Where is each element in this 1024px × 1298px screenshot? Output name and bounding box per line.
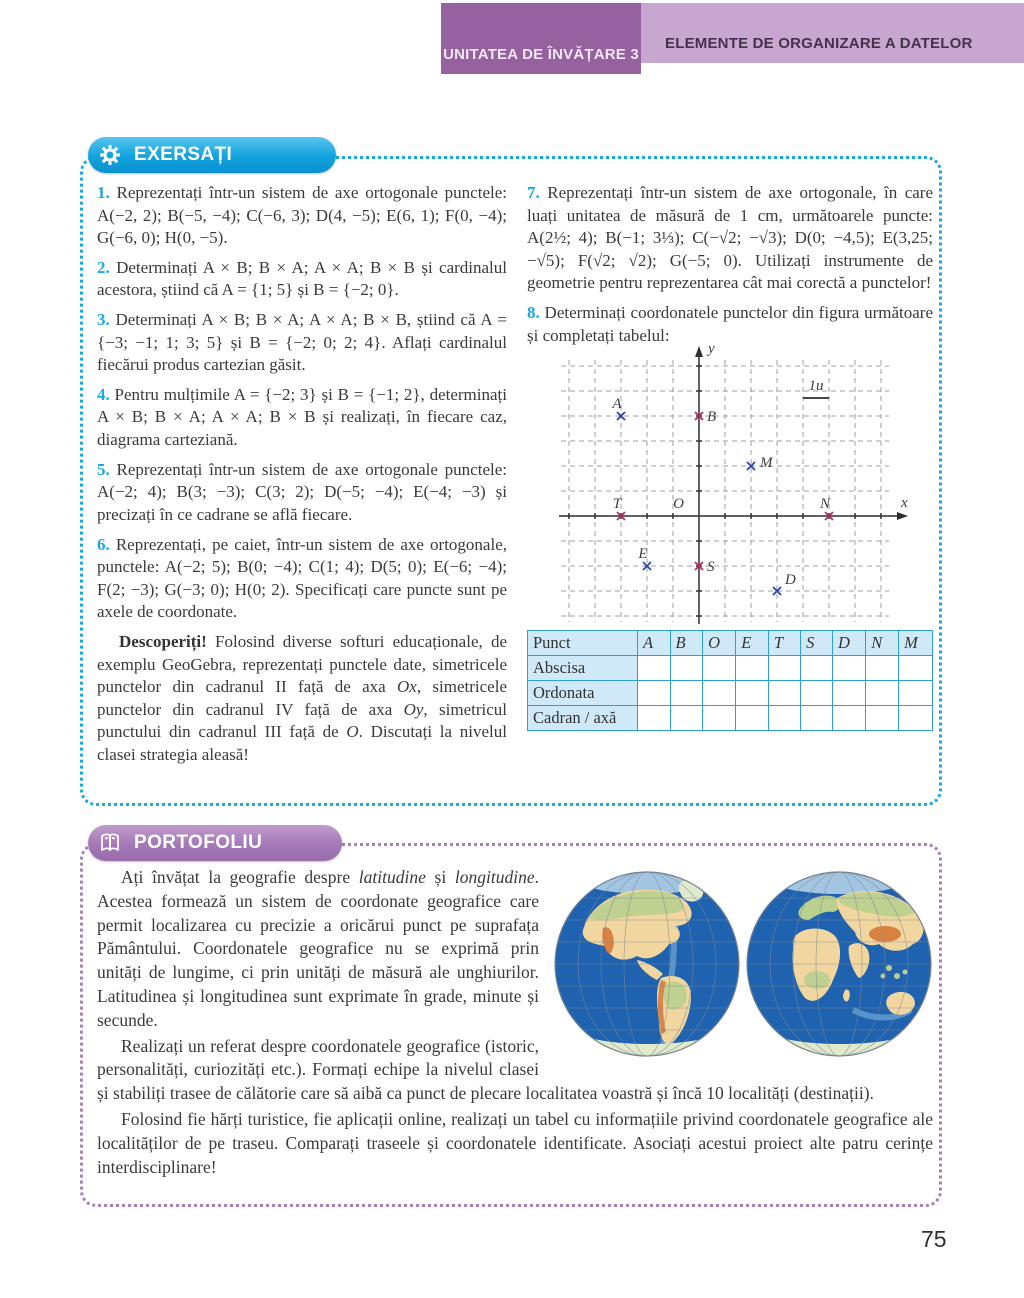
table-row-label: Ordonata (528, 681, 638, 706)
text-segment: și (425, 867, 455, 887)
exercise-text: Determinați coordonatele punctelor din figura următoare și completați tabelul: (527, 303, 933, 345)
point-label-S: S (707, 559, 715, 576)
exercise-7-8-block (527, 182, 933, 347)
point-label-E: E (638, 546, 648, 563)
text-segment: latitudine (358, 867, 426, 887)
exercise-text: Determinați A × B; B × A; A × A; B × B și cardinalul acestora, știind că A = {1; 5} și B = {−2; 0}. (97, 257, 507, 300)
table-empty-cell (832, 656, 865, 681)
table-column-header: B (670, 631, 703, 656)
exercise-text: Reprezentați într-un sistem de axe ortogonale, în care luați unitatea de măsură de 1 cm, următoarele puncte: A(2½; 4); B(−1; 3⅓); C(−√2; −√3); D(0; −4,5); E(3,25; −√5); F(√2; √2); G(−5; 0). Utilizați instrumente de geometrie pentru reprezentarea cât mai corectă a punctelor! (527, 183, 933, 293)
table-empty-cell (801, 681, 833, 706)
table-row (528, 681, 933, 706)
table-empty-cell (899, 656, 933, 681)
table-empty-cell (899, 681, 933, 706)
exercise-item (97, 534, 507, 624)
point-label-N: N (819, 496, 831, 513)
unit-band-label: UNITATEA DE ÎNVĂȚARE 3 (443, 46, 639, 63)
exercise-item (527, 182, 933, 295)
table-empty-cell (703, 656, 736, 681)
table-empty-cell (866, 681, 899, 706)
table-empty-cell (832, 706, 865, 731)
table-row (528, 706, 933, 731)
x-axis-arrow (897, 512, 908, 520)
table-column-header: N (866, 631, 899, 656)
portofoliu-section-title (88, 825, 342, 861)
table-column-header: T (768, 631, 800, 656)
table-empty-cell (768, 681, 800, 706)
table-column-header: E (736, 631, 769, 656)
exercise-number: 4. (97, 384, 110, 404)
portofoliu-paragraph-3: Folosind fie hărți turistice, fie aplicații online, realizați un tabel cu informațiile privind coordonatele geografice ale localităților de pe traseu. Comparați traseele și coordonatele identificate. Asociați acestui proiect alte patru cerințe interdisciplinare! (97, 1108, 933, 1177)
table-empty-cell (866, 706, 899, 731)
table-empty-cell (801, 706, 833, 731)
world-map-hemispheres (553, 868, 933, 1060)
table-empty-cell (670, 656, 703, 681)
unit-label: 1u (808, 378, 824, 395)
table-corner-cell: Punct (528, 631, 638, 656)
text-segment: Ați învățat la geografie despre (121, 867, 359, 887)
portofoliu-paragraph-2: Realizați un referat despre coordonatele geografice (istoric, personalități, curiozități etc.). Formați echipe la nivelul clasei și stabiliți trasee de călătorie care să aibă ca punct de plecare localitatea voastră și încă 10 localități (destinații). (97, 1035, 874, 1104)
point-label-T: T (612, 496, 622, 513)
text-segment: O (346, 722, 359, 742)
table-column-header: M (899, 631, 933, 656)
coordinates-table (527, 630, 933, 731)
x-axis-label: x (901, 495, 908, 512)
table-empty-cell (866, 656, 899, 681)
exercise-number: 5. (97, 459, 110, 479)
exersati-section-title (88, 137, 336, 173)
unit-band (441, 3, 641, 74)
gear-icon (98, 143, 122, 167)
point-label-D: D (785, 572, 796, 589)
table-empty-cell (670, 681, 703, 706)
text-segment: . Acestea formează un sistem de coordonate geografice care permit localizarea cu precizie a oricărui punct pe suprafața Pământului. Coordonatele geografice nu se exprimă prin unități de lungime, ci prin unități de măsură ale unghiurilor. Latitudinea și longitudinea sunt exprimate în grade, minute și secunde. (97, 867, 539, 1030)
page-number: 75 (921, 1226, 947, 1252)
open-book-icon (98, 831, 122, 855)
text-segment: , simetricele punctelor din cadranul IV față de axa (97, 677, 507, 719)
exercises-column-right (527, 182, 933, 767)
portofoliu-content (97, 866, 933, 1181)
table-column-header: S (801, 631, 833, 656)
table-empty-cell (768, 656, 800, 681)
exercise-text: Reprezentați într-un sistem de axe ortogonale punctele: A(−2, 2); B(−5, −4); C(−6, 3); D(4, −5); E(6, 1); F(0, −4); G(−6, 0); H(0, −5). (97, 183, 507, 248)
table-empty-cell (736, 656, 769, 681)
y-axis-label: y (708, 341, 715, 358)
exercise-item (97, 182, 507, 250)
chapter-band (641, 3, 1024, 63)
exersati-columns (97, 182, 933, 767)
table-empty-cell (637, 681, 670, 706)
table-header-row (528, 631, 933, 656)
table-empty-cell (637, 706, 670, 731)
exercise-number: 6. (97, 534, 110, 554)
y-axis-arrow (695, 346, 703, 357)
point-label-A: A (612, 396, 622, 413)
exercises-column-left (97, 182, 507, 767)
origin-label: O (673, 496, 684, 513)
exercise-item (97, 309, 507, 377)
descoperiti-paragraph (97, 631, 507, 767)
table-empty-cell (832, 681, 865, 706)
chapter-band-label: ELEMENTE DE ORGANIZARE A DATELOR (665, 35, 973, 52)
table-empty-cell (736, 681, 769, 706)
exercise-number: 2. (97, 257, 110, 277)
table-empty-cell (899, 706, 933, 731)
text-segment: . Discutați la nivelul clasei strategia aleasă! (97, 722, 507, 765)
exersati-title-label: EXERSAȚI (134, 144, 233, 165)
exercise-number: 1. (97, 183, 110, 202)
table-empty-cell (703, 706, 736, 731)
table-empty-cell (703, 681, 736, 706)
table-empty-cell (736, 706, 769, 731)
exercise-number: 8. (527, 303, 540, 323)
table-empty-cell (670, 706, 703, 731)
table-empty-cell (801, 656, 833, 681)
exercise-item (97, 384, 507, 452)
table-row-label: Abscisa (528, 656, 638, 681)
exercise-item (97, 459, 507, 527)
text-segment: Ox (397, 677, 417, 697)
text-segment: , simetricul punctului din cadranul III față de (97, 699, 507, 742)
table-empty-cell (768, 706, 800, 731)
text-segment: Folosind diverse softuri educaționale, de exemplu GeoGebra, reprezentați punctele date, simetricele punctelor din cadranul II față de axa (97, 631, 507, 697)
exercise-text: Reprezentați, pe caiet, într-un sistem de axe ortogonale, punctele: A(−2; 5); B(0; −4); C(1; 4); D(5; 0); E(−6; −4); F(2; −3); G(−3; 0); H(0; 2). Specificați care puncte sunt pe axele de coordonate. (97, 534, 507, 622)
exercise-text: Reprezentați într-un sistem de axe ortogonale punctele: A(−2; 4); B(3; −3); C(3; 2); D(−5; −4); E(−4; −3) și precizați în ce cadrane se află fiecare. (97, 459, 507, 524)
table-column-header: A (637, 631, 670, 656)
exercise-text: Pentru mulțimile A = {−2; 3} și B = {−1; 2}, determinați A × B; B × A; A × A; B × B și realizați, în fiecare caz, diagrama carteziană. (97, 384, 507, 450)
point-label-B: B (707, 409, 717, 426)
table-row (528, 656, 933, 681)
exercise-item (527, 302, 933, 347)
table-row-label: Cadran / axă (528, 706, 638, 731)
coordinate-plane-figure (549, 341, 911, 626)
exercise-text: Determinați A × B; B × A; A × A; B × B, știind că A = {−3; −1; 1; 3; 5} și B = {−2; 0; 2; 4}. Aflați cardinalul fiecărui produs cartezian găsit. (97, 310, 507, 375)
exercise-number: 3. (97, 310, 110, 330)
table-empty-cell (637, 656, 670, 681)
table-column-header: D (832, 631, 865, 656)
text-segment: longitudine (454, 867, 535, 887)
exercise-number: 7. (527, 183, 540, 202)
exercise-item (97, 257, 507, 302)
text-segment: Oy (403, 699, 424, 719)
point-label-M: M (760, 455, 773, 472)
text-segment: Descoperiți! (119, 631, 207, 651)
table-column-header: O (703, 631, 736, 656)
portofoliu-title-label: PORTOFOLIU (134, 832, 263, 853)
